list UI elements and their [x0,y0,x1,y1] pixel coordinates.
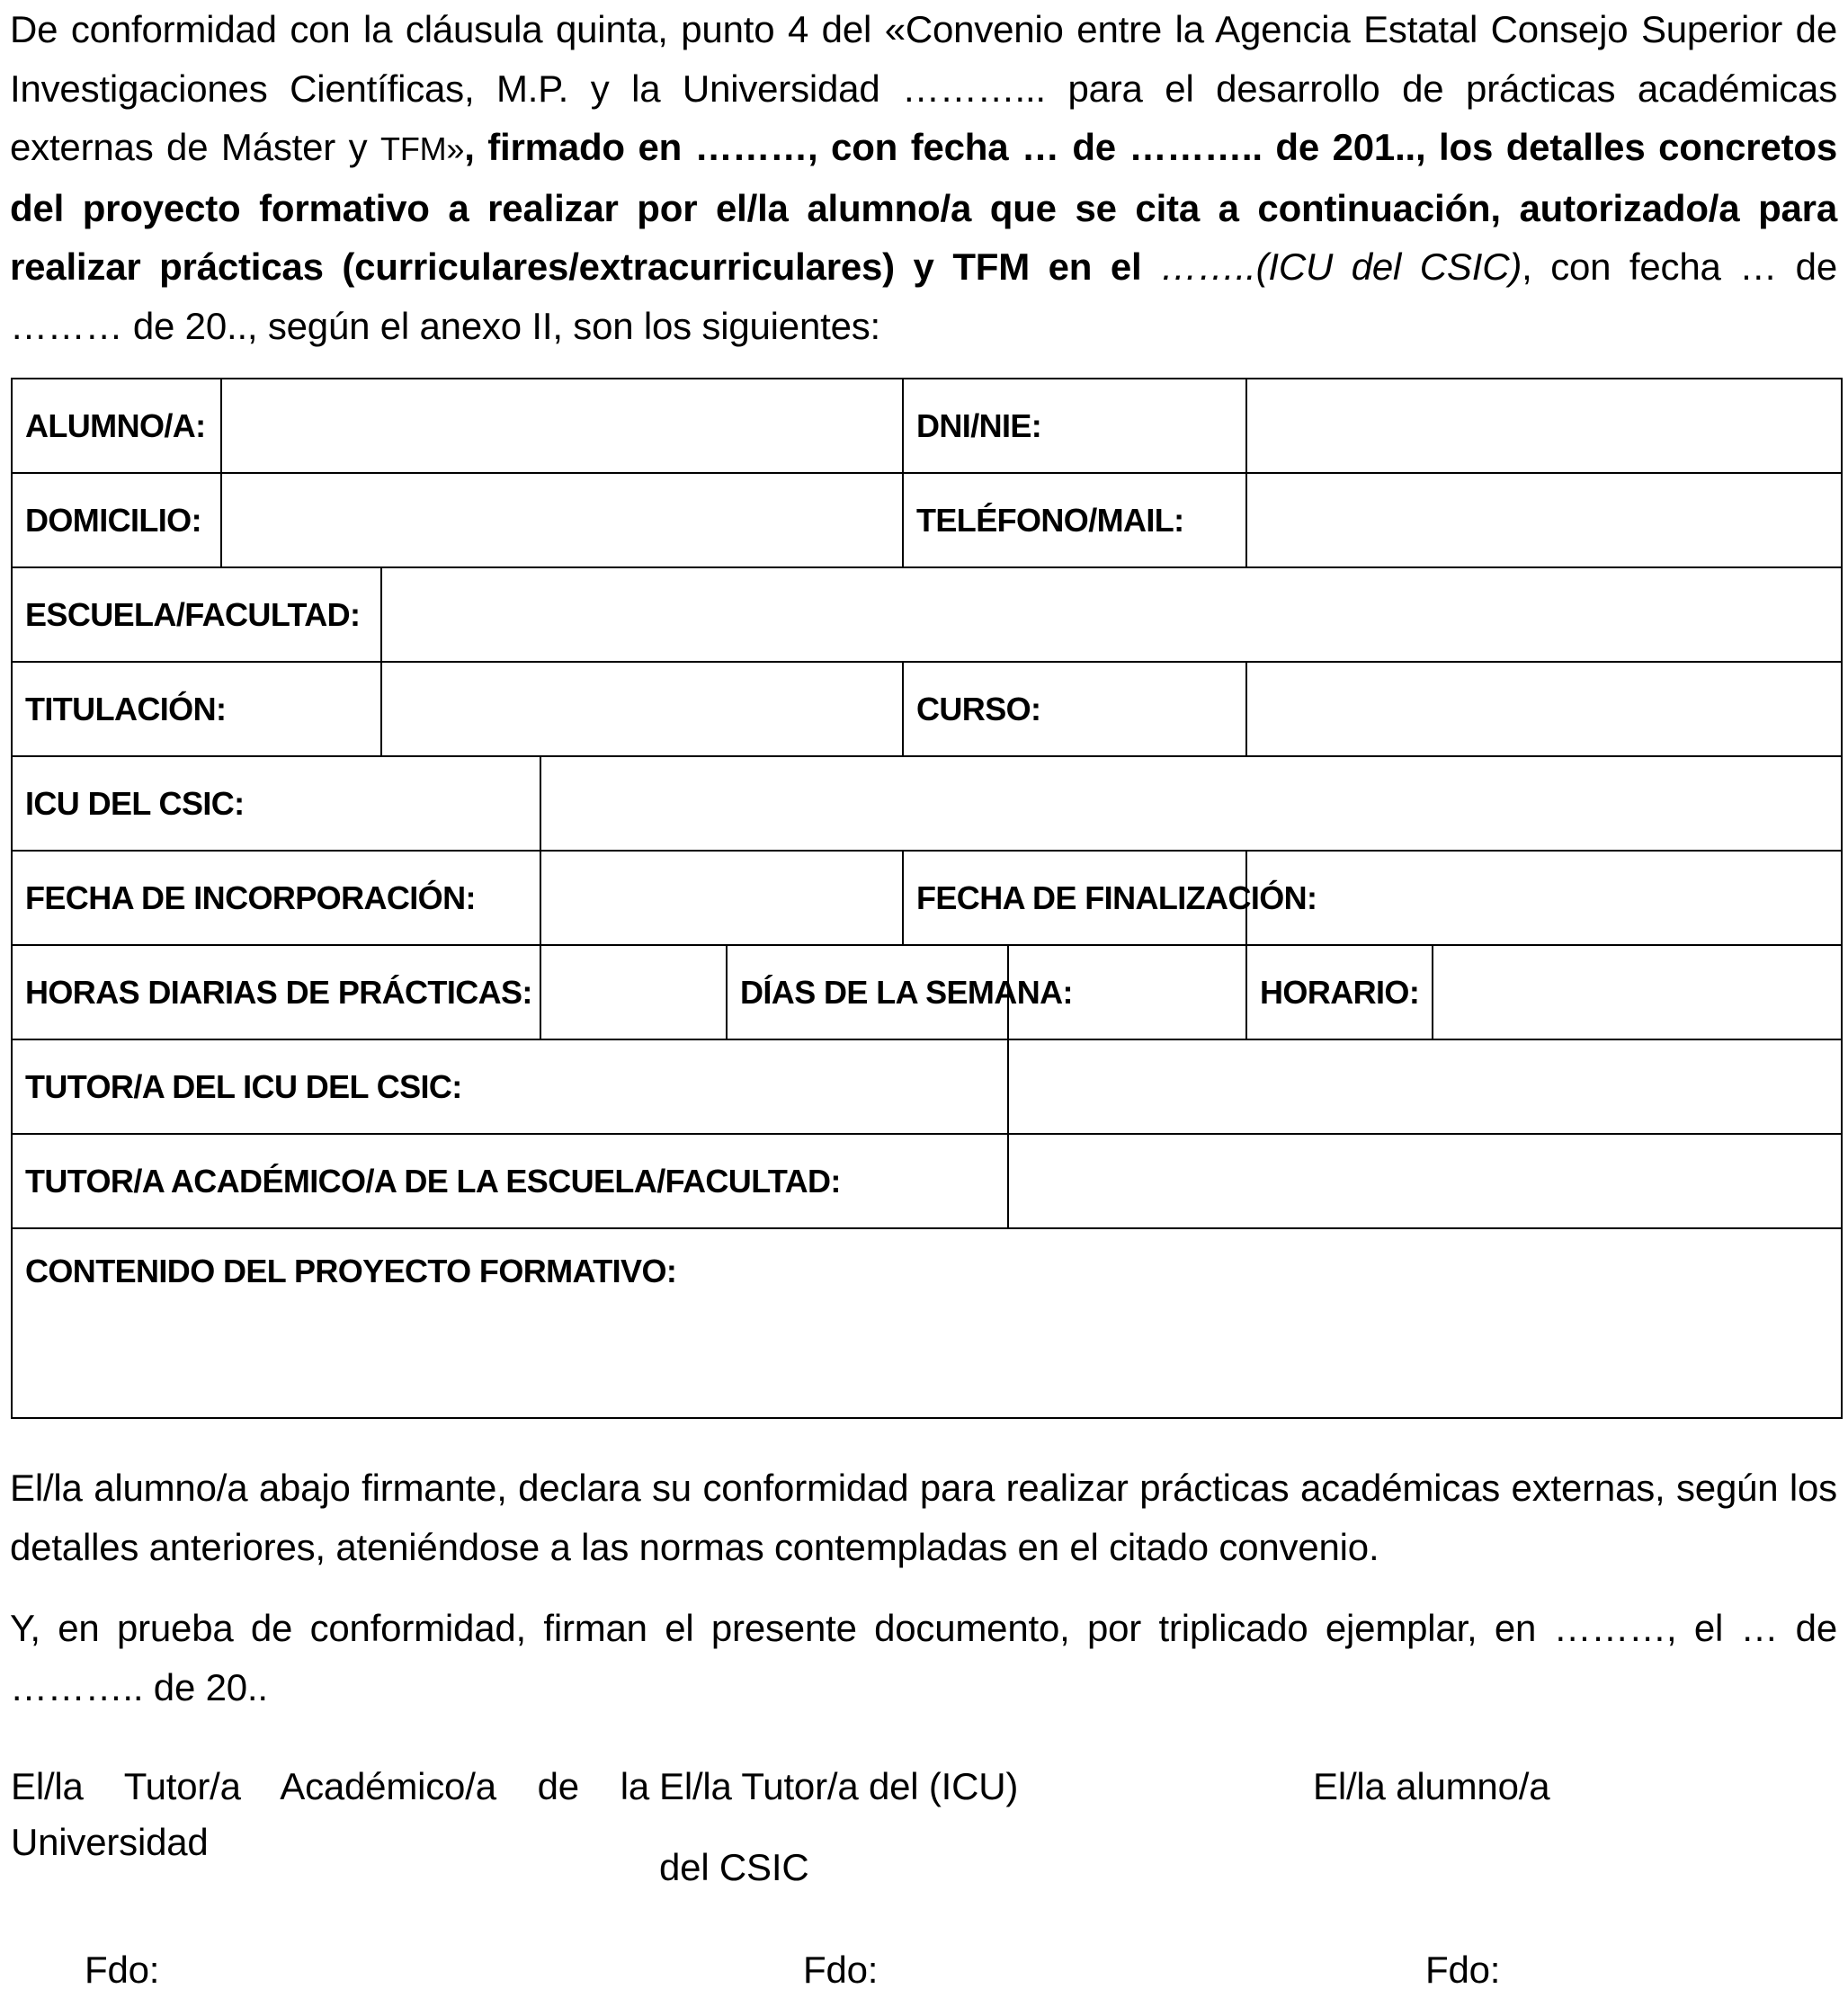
project-details-table [11,378,1843,1419]
label-tutor-academico: TUTOR/A ACADÉMICO/A DE LA ESCUELA/FACULTAD: [12,1134,1008,1228]
field-tutor-icu[interactable] [1008,1039,1842,1134]
label-fecha-incorporacion: FECHA DE INCORPORACIÓN: [12,851,540,945]
signature-tutor-academico: El/la Tutor/a Académico/a de la Universidad [11,1765,649,1863]
fdo-tutor-academico: Fdo: [85,1949,160,1991]
field-horas[interactable] [540,945,727,1039]
signature-tutor-icu-line1: El/la Tutor/a del (ICU) [659,1765,1019,1807]
field-domicilio[interactable] [221,473,903,567]
field-icu[interactable] [540,756,1842,851]
label-telefono: TELÉFONO/MAIL: [903,473,1246,567]
label-icu: ICU DEL CSIC: [12,756,540,851]
field-tutor-academico[interactable] [1008,1134,1842,1228]
fdo-alumno: Fdo: [1425,1949,1501,1991]
intro-paragraph: De conformidad con la cláusula quinta, punto 4 del «Convenio entre la Agencia Estatal Consejo Superior de Investigaciones Científicas, M.P. y la Universidad ………... para el desarrollo de prácticas académicas externas de Máster y TFM», firmado en ………, con fecha … de ……….. de 201.., los detalles concretos del proyecto formativo a realizar por el/la alumno/a que se cita a continuación, autorizado/a para realizar prácticas (curriculares/extracurriculares) y TFM en el ……..(ICU del CSIC), con fecha … de ……… de 20.., según el anexo II, son los siguientes: [10,8,1837,347]
field-titulacion[interactable] [381,662,903,756]
field-dni[interactable] [1246,379,1842,473]
label-horario: HORARIO: [1246,945,1433,1039]
declaration-paragraph: El/la alumno/a abajo firmante, declara su conformidad para realizar prácticas académicas externas, según los detalles anteriores, ateniéndose a las normas contempladas en el citado convenio. [10,1467,1837,1568]
field-telefono[interactable] [1246,473,1842,567]
label-dias: DÍAS DE LA SEMANA: [727,945,1008,1039]
field-fecha-incorporacion[interactable] [540,851,903,945]
label-escuela: ESCUELA/FACULTAD: [12,567,381,662]
label-tutor-icu: TUTOR/A DEL ICU DEL CSIC: [12,1039,1008,1134]
field-fecha-finalizacion[interactable] [1246,851,1842,945]
field-curso[interactable] [1246,662,1842,756]
signature-alumno: El/la alumno/a [1313,1765,1550,1807]
closing-paragraph: Y, en prueba de conformidad, firman el presente documento, por triplicado ejemplar, en ………, el … de ……….. de 20.. [10,1607,1837,1708]
label-dni: DNI/NIE: [903,379,1246,473]
label-fecha-finalizacion: FECHA DE FINALIZACIÓN: [903,851,1246,945]
label-titulacion: TITULACIÓN: [12,662,381,756]
field-escuela[interactable] [381,567,1842,662]
label-domicilio: DOMICILIO: [12,473,221,567]
label-horas: HORAS DIARIAS DE PRÁCTICAS: [12,945,540,1039]
fdo-tutor-icu: Fdo: [803,1949,879,1991]
label-alumno: ALUMNO/A: [12,379,221,473]
label-curso: CURSO: [903,662,1246,756]
field-alumno[interactable] [221,379,903,473]
label-contenido: CONTENIDO DEL PROYECTO FORMATIVO: [12,1228,1842,1418]
signature-tutor-icu-line2: del CSIC [659,1846,809,1888]
field-horario[interactable] [1433,945,1842,1039]
